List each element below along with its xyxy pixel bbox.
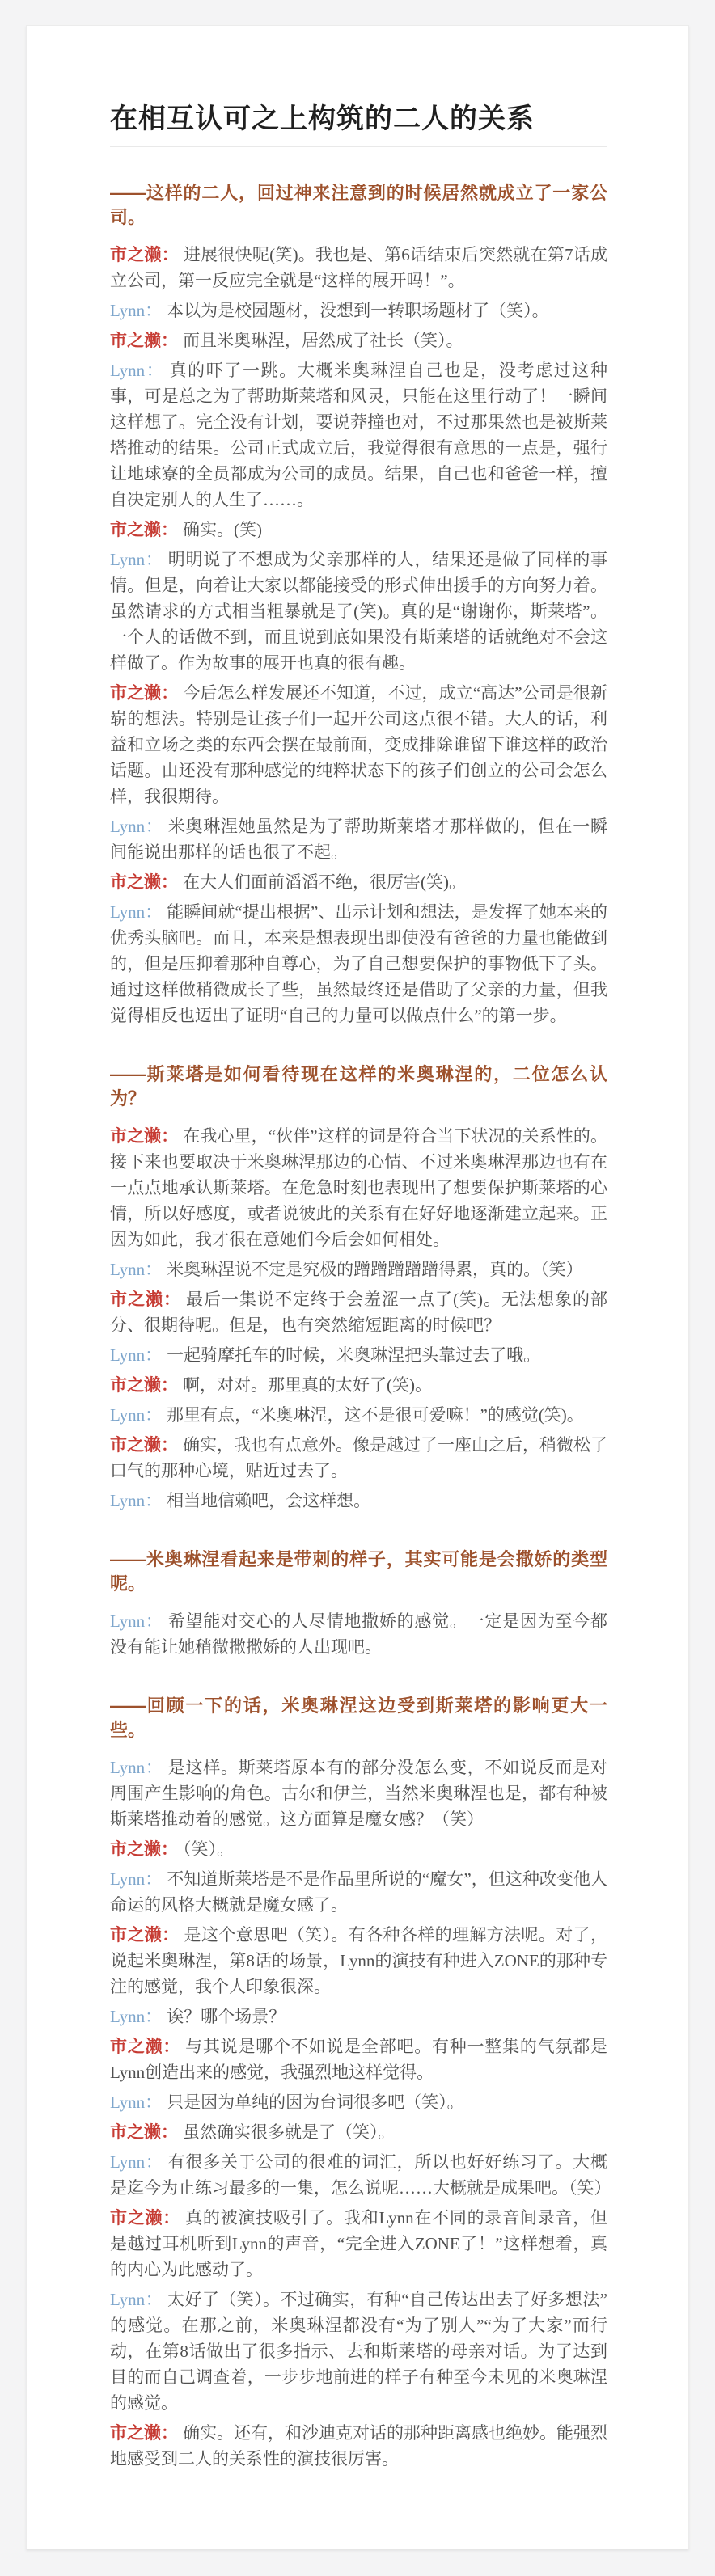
speaker-label: Lynn： xyxy=(110,360,165,380)
dialogue-paragraph xyxy=(110,517,607,543)
speaker-label: Lynn： xyxy=(110,300,163,320)
dialogue-text: 明明说了不想成为父亲那样的人，结果还是做了同样的事情。但是，向着让大家以都能接受的形式伸出援手的方向努力着。虽然请求的方式相当粗暴就是了(笑)。真的是“谢谢你，斯莱塔”。一个人的话做不到，而且说到底如果没有斯莱塔的话就绝对不会这样做了。作为故事的展开也真的很有趣。 xyxy=(110,549,608,673)
speaker-label: Lynn： xyxy=(110,1259,163,1279)
dialogue-text: 有很多关于公司的很难的词汇，所以也好好练习了。大概是迄今为止练习最多的一集，怎么说呢……大概就是成果吧。（笑） xyxy=(110,2152,611,2198)
dialogue-paragraph xyxy=(110,1488,607,1514)
dialogue-paragraph xyxy=(110,869,607,895)
speaker-label: Lynn： xyxy=(110,1757,163,1777)
dialogue-text: 本以为是校园题材，没想到一转职场题材了（笑）。 xyxy=(167,300,549,320)
dialogue-paragraph xyxy=(110,899,607,1028)
dialogue-paragraph xyxy=(110,357,607,513)
dialogue-paragraph xyxy=(110,1286,607,1338)
title-divider xyxy=(110,146,607,147)
dialogue-text: 与其说是哪个不如说是全部吧。有种一整集的气氛都是Lynn创造出来的感觉，我强烈地这样觉得。 xyxy=(110,2036,608,2082)
speaker-label: 市之濑： xyxy=(110,2422,178,2443)
dialogue-paragraph xyxy=(110,2149,611,2201)
dialogue-paragraph xyxy=(110,2004,607,2029)
speaker-label: Lynn： xyxy=(110,2289,163,2309)
dialogue-paragraph xyxy=(110,1372,607,1398)
section-heading: ——这样的二人，回过神来注意到的时候居然就成立了一家公司。 xyxy=(110,182,607,227)
speaker-label: 市之濑： xyxy=(110,1125,179,1146)
speaker-label: Lynn： xyxy=(110,1611,163,1631)
dialogue-text: 诶？哪个场景？ xyxy=(167,2006,286,2026)
speaker-label: 市之濑： xyxy=(110,1375,178,1395)
dialogue-paragraph xyxy=(110,1123,607,1252)
section-heading: ——米奥琳涅看起来是带刺的样子，其实可能是会撒娇的类型呢。 xyxy=(110,1548,607,1594)
dialogue-paragraph xyxy=(110,298,607,323)
speaker-label: 市之濑： xyxy=(110,330,178,350)
dialogue-text: 啊，对对。那里真的太好了(笑)。 xyxy=(183,1375,432,1395)
speaker-label: Lynn： xyxy=(110,549,163,569)
dialogue-paragraph xyxy=(110,2205,607,2283)
speaker-label: Lynn： xyxy=(110,1345,163,1365)
dialogue-paragraph xyxy=(110,1342,607,1368)
speaker-label: Lynn： xyxy=(110,902,163,922)
dialogue-text: 进展很快呢(笑)。我也是、第6话结束后突然就在第7话成立公司，第一反应完全就是“这样的展开吗！”。 xyxy=(110,244,608,290)
dialogue-text: 而且米奥琳涅，居然成了社长（笑）。 xyxy=(183,330,463,350)
speaker-label: Lynn： xyxy=(110,2152,163,2172)
section-heading: ——斯莱塔是如何看待现在这样的米奥琳涅的，二位怎么认为？ xyxy=(110,1063,607,1109)
speaker-label: 市之濑： xyxy=(110,519,178,539)
dialogue-paragraph xyxy=(110,242,607,293)
dialogue-paragraph xyxy=(110,2033,607,2085)
dialogue-text: 米奥琳涅说不定是究极的蹭蹭蹭蹭蹭得累，真的。（笑） xyxy=(167,1259,583,1279)
speaker-label: Lynn： xyxy=(110,1869,163,1889)
speaker-label: 市之濑： xyxy=(110,1289,182,1309)
dialogue-paragraph xyxy=(110,2287,607,2416)
dialogue-paragraph xyxy=(110,547,607,676)
speaker-label: 市之濑： xyxy=(110,244,179,264)
dialogue-text: 米奥琳涅她虽然是为了帮助斯莱塔才那样做的，但在一瞬间能说出那样的话也很了不起。 xyxy=(110,816,608,862)
speaker-label: 市之濑： xyxy=(110,2122,178,2142)
dialogue-text: 真的被演技吸引了。我和Lynn在不同的录音间录音，但是越过耳机听到Lynn的声音，“完全进入ZONE了！”这样想着，真的内心为此感动了。 xyxy=(110,2207,608,2279)
speaker-label: 市之濑： xyxy=(110,1924,180,1945)
dialogue-paragraph xyxy=(110,1432,607,1484)
dialogue-paragraph xyxy=(110,1836,607,1862)
dialogue-paragraph xyxy=(110,1402,607,1428)
section-heading: ——回顾一下的话，米奥琳涅这边受到斯莱塔的影响更大一些。 xyxy=(110,1695,607,1740)
dialogue-paragraph xyxy=(110,680,607,809)
page-title: 在相互认可之上构筑的二人的关系 xyxy=(110,103,535,134)
speaker-label: Lynn： xyxy=(110,2006,163,2026)
dialogue-paragraph xyxy=(110,2420,607,2472)
dialogue-text: 最后一集说不定终于会羞涩一点了(笑)。无法想象的部分、很期待呢。但是，也有突然缩短距离的时候吧？ xyxy=(110,1289,608,1335)
dialogue-paragraph xyxy=(110,1866,607,1918)
dialogue-text: 那里有点，“米奥琳涅，这不是很可爱嘛！”的感觉(笑)。 xyxy=(167,1404,584,1425)
dialogue-text: 相当地信赖吧，会这样想。 xyxy=(167,1490,371,1510)
article-card xyxy=(26,25,689,2549)
speaker-label: 市之濑： xyxy=(110,2036,181,2056)
dialogue-text: 希望能对交心的人尽情地撒娇的感觉。一定是因为至今都没有能让她稍微撒撒娇的人出现吧。 xyxy=(110,1611,608,1657)
dialogue-text: 确实，我也有点意外。像是越过了一座山之后，稍微松了口气的那种心境，贴近过去了。 xyxy=(110,1434,607,1480)
dialogue-paragraph xyxy=(110,2119,607,2145)
dialogue-text: （笑）。 xyxy=(183,1839,234,1859)
dialogue-paragraph xyxy=(110,2089,607,2115)
speaker-label: Lynn： xyxy=(110,2092,163,2112)
speaker-label: 市之濑： xyxy=(110,872,178,892)
dialogue-paragraph xyxy=(110,1256,607,1282)
dialogue-paragraph xyxy=(110,1755,607,1832)
dialogue-text: 在我心里，“伙伴”这样的词是符合当下状况的关系性的。接下来也要取决于米奥琳涅那边的心情、不过米奥琳涅那边也有在一点点地承认斯莱塔。在危急时刻也表现出了想要保护斯莱塔的心情，所以好感度，或者说彼此的关系有在好好地逐渐建立起来。正因为如此，我才很在意她们今后会如何相处。 xyxy=(110,1125,608,1249)
dialogue-paragraph xyxy=(110,327,607,353)
dialogue-text: 不知道斯莱塔是不是作品里所说的“魔女”，但这种改变他人命运的风格大概就是魔女感了。 xyxy=(110,1869,608,1915)
interview-body xyxy=(110,181,611,2472)
dialogue-text: 只是因为单纯的因为台词很多吧（笑）。 xyxy=(167,2092,464,2112)
dialogue-paragraph xyxy=(110,813,607,865)
dialogue-text: 虽然确实很多就是了（笑）。 xyxy=(183,2122,396,2142)
speaker-label: 市之濑： xyxy=(110,2207,181,2228)
dialogue-paragraph xyxy=(110,1922,607,2000)
dialogue-text: 能瞬间就“提出根据”、出示计划和想法，是发挥了她本来的优秀头脑吧。而且，本来是想表现出即使没有爸爸的力量也能做到的，但是压抑着那种自尊心，为了自己想要保护的事物低下了头。通过这样做稍微成长了些，虽然最终还是借助了父亲的力量，但我觉得相反也迈出了证明“自己的力量可以做点什么”的第一步。 xyxy=(110,902,608,1025)
dialogue-text: 今后怎么样发展还不知道，不过，成立“高达”公司是很新崭的想法。特别是让孩子们一起开公司这点很不错。大人的话，利益和立场之类的东西会摆在最前面，变成排除谁留下谁这样的政治话题。由还没有那种感觉的纯粹状态下的孩子们创立的公司会怎么样，我很期待。 xyxy=(110,682,608,806)
speaker-label: 市之濑： xyxy=(110,1434,178,1455)
speaker-label: 市之濑： xyxy=(110,1839,178,1859)
dialogue-text: 真的吓了一跳。大概米奥琳涅自己也是，没考虑过这种事，可是总之为了帮助斯莱塔和风灵，只能在这里行动了！一瞬间这样想了。完全没有计划，要说莽撞也对，不过那果然也是被斯莱塔推动的结果。公司正式成立后，我觉得很有意思的一点是，强行让地球寮的全员都成为公司的成员。结果，自己也和爸爸一样，擅自决定别人的人生了……。 xyxy=(110,360,607,509)
dialogue-text: 太好了（笑）。不过确实，有种“自己传达出去了好多想法”的感觉。在那之前，米奥琳涅都没有“为了别人”“为了大家”而行动，在第8话做出了很多指示、去和斯莱塔的母亲对话。为了达到目的而自己调查着，一步步地前进的样子有种至今未见的米奥琳涅的感觉。 xyxy=(110,2289,608,2413)
speaker-label: Lynn： xyxy=(110,816,163,836)
speaker-label: 市之濑： xyxy=(110,682,179,703)
dialogue-text: 是这样。斯莱塔原本有的部分没怎么变，不如说反而是对周围产生影响的角色。古尔和伊兰，当然米奥琳涅也是，都有种被斯莱塔推动着的感觉。这方面算是魔女感？（笑） xyxy=(110,1757,608,1829)
speaker-label: Lynn： xyxy=(110,1404,163,1425)
dialogue-text: 是这个意思吧（笑）。有各种各样的理解方法呢。对了，说起米奥琳涅，第8话的场景，Lynn的演技有种进入ZONE的那种专注的感觉，我个人印象很深。 xyxy=(110,1924,607,1996)
dialogue-text: 在大人们面前滔滔不绝，很厉害(笑)。 xyxy=(183,872,466,892)
dialogue-text: 确实。(笑) xyxy=(183,519,262,539)
dialogue-text: 确实。还有，和沙迪克对话的那种距离感也绝妙。能强烈地感受到二人的关系性的演技很厉害。 xyxy=(110,2422,607,2468)
speaker-label: Lynn： xyxy=(110,1490,163,1510)
dialogue-text: 一起骑摩托车的时候，米奥琳涅把头靠过去了哦。 xyxy=(167,1345,541,1365)
dialogue-paragraph xyxy=(110,1608,607,1660)
